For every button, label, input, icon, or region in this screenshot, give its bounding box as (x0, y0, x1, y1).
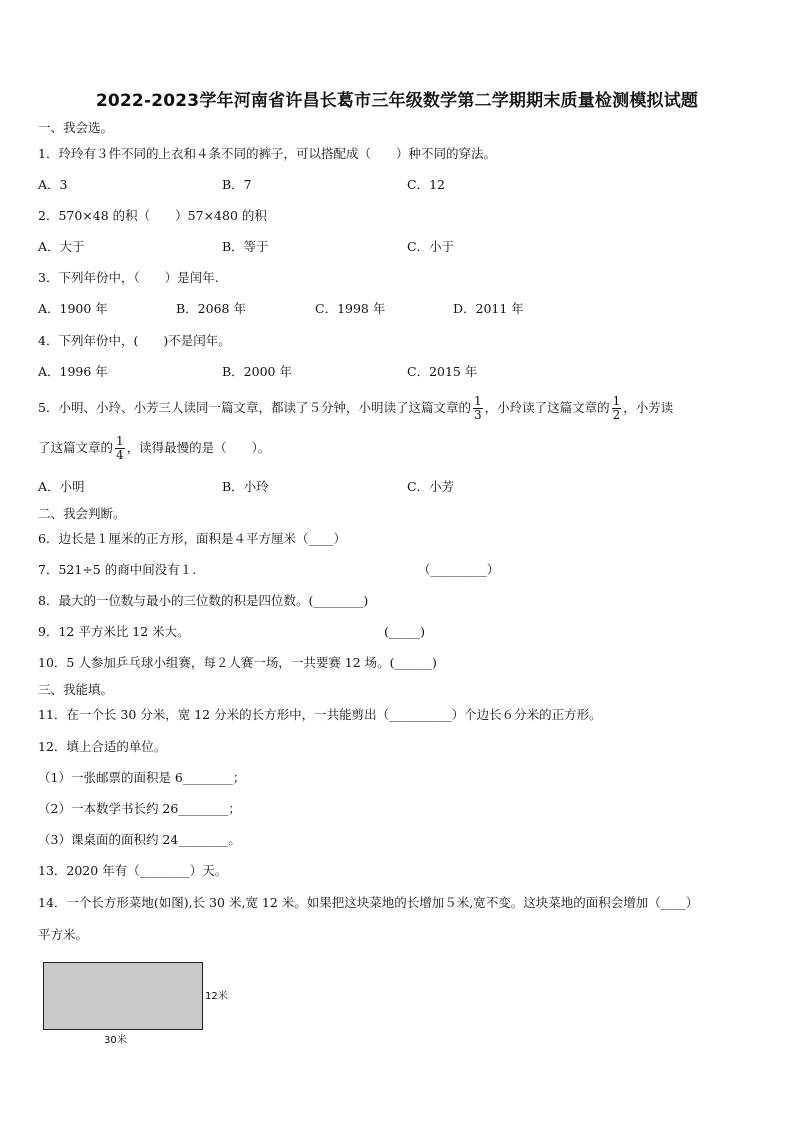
q5-option-c: C．小芳 (407, 479, 455, 494)
q5-text-c: ，小芳读 (623, 400, 674, 415)
q4-option-a: A．1996 年 (38, 364, 108, 379)
question-6: 6．边长是１厘米的正方形，面积是４平方厘米（____） (38, 531, 346, 546)
q1-option-a: A．3 (38, 177, 68, 192)
q3-option-c: C．1998 年 (315, 301, 386, 316)
question-7: 7．521÷5 的商中间没有１. (38, 562, 197, 577)
question-14-continued: 平方米。 (38, 927, 89, 942)
q9-answer-blank[interactable]: (_____) (384, 624, 426, 639)
question-12: 12．填上合适的单位。 (38, 739, 167, 754)
q2-option-b: B．等于 (222, 239, 269, 254)
section-1-heading: 一、我会选。 (38, 120, 114, 135)
question-9: 9．12 平方米比 12 米大。 (38, 624, 190, 639)
question-14: 14．一个长方形菜地(如图),长 30 米,宽 12 米。如果把这块菜地的长增加５米,宽不变。这块菜地的面积会增加（____） (38, 895, 699, 910)
question-13: 13．2020 年有（________）天。 (38, 863, 228, 878)
q3-option-d: D．2011 年 (453, 301, 524, 316)
fraction-denominator: 4 (116, 448, 124, 462)
q2-option-a: A．大于 (38, 239, 85, 254)
q1-option-c: C．12 (407, 177, 445, 192)
fraction-one-quarter (115, 435, 125, 462)
q1-option-b: B．7 (222, 177, 252, 192)
question-5-line-2 (38, 432, 270, 464)
vegetable-plot-rectangle (43, 962, 203, 1030)
fraction-denominator: 2 (612, 408, 621, 422)
q5-option-a: A．小明 (38, 479, 85, 494)
question-8: 8．最大的一位数与最小的三位数的积是四位数。(________) (38, 593, 369, 608)
question-3: 3．下列年份中，（ ）是闰年. (38, 270, 219, 285)
section-2-heading: 二、我会判断。 (38, 506, 126, 521)
q4-option-b: B．2000 年 (222, 364, 292, 379)
question-12-part-1: （1）一张邮票的面积是 6________； (38, 770, 246, 785)
fraction-one-half (612, 395, 622, 422)
question-1: 1．玲玲有３件不同的上衣和４条不同的裤子，可以搭配成（ ）种不同的穿法。 (38, 146, 496, 161)
question-10: 10．5 人参加乒乓球小组赛，每２人赛一场，一共要赛 12 场。(______) (38, 655, 437, 670)
fraction-one-third (473, 395, 483, 422)
q3-option-a: A．1900 年 (38, 301, 108, 316)
length-label: 30米 (104, 1035, 127, 1046)
question-4: 4．下列年份中，( )不是闰年。 (38, 333, 231, 348)
q4-option-c: C．2015 年 (407, 364, 478, 379)
q5-text-e: ，读得最慢的是（ ）。 (126, 440, 271, 455)
fraction-numerator: 1 (473, 394, 482, 408)
q7-answer-blank[interactable]: （_________） (418, 562, 500, 577)
section-3-heading: 三、我能填。 (38, 682, 114, 697)
question-12-part-3: （3）课桌面的面积约 24________。 (38, 832, 241, 847)
q2-option-c: C．小于 (407, 239, 455, 254)
question-12-part-2: （2）一本数学书长约 26________； (38, 801, 241, 816)
q5-text-a: 5．小明、小玲、小芳三人读同一篇文章，都读了５分钟，小明读了这篇文章的 (38, 400, 471, 415)
page-title: 2022-2023学年河南省许昌长葛市三年级数学第二学期期末质量检测模拟试题 (95, 91, 699, 111)
fraction-denominator: 3 (473, 408, 482, 422)
q5-text-d: 了这篇文章的 (38, 440, 114, 455)
q5-option-b: B．小玲 (222, 479, 269, 494)
width-label: 12米 (205, 991, 228, 1002)
q5-text-b: ，小玲读了这篇文章的 (484, 400, 610, 415)
question-11: 11．在一个长 30 分米，宽 12 分米的长方形中，一共能剪出（__________）个边长６分米的正方形。 (38, 707, 602, 722)
question-5-line-1 (38, 392, 673, 424)
question-2: 2．570×48 的积（ ）57×480 的积 (38, 208, 267, 223)
fraction-numerator: 1 (612, 394, 621, 408)
fraction-numerator: 1 (116, 434, 124, 448)
q3-option-b: B．2068 年 (176, 301, 246, 316)
